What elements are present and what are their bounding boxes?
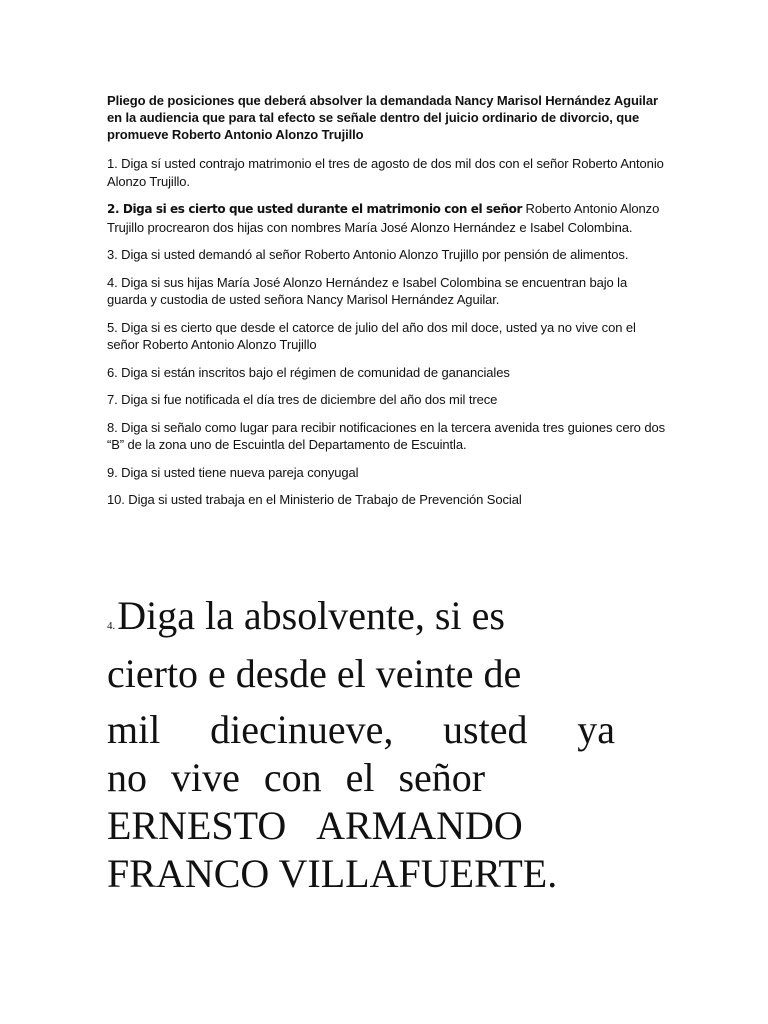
large-line-2: cierto e desde el veinte de bbox=[107, 651, 522, 696]
large-line-1 bbox=[107, 592, 615, 650]
position-item-4: 4. Diga si sus hijas María José Alonzo Hernández e Isabel Colombina se encuentran bajo la guarda y custodia de usted señora Nancy Marisol Hernández Aguilar. bbox=[107, 274, 628, 307]
large-item-number: 4. bbox=[107, 620, 116, 632]
large-line-5: ERNESTO ARMANDO bbox=[107, 803, 523, 848]
position-item-5: 5. Diga si es cierto que desde el catorce de julio del año dos mil doce, usted ya no vive con el señor Roberto Antonio Alonzo Trujillo bbox=[107, 319, 636, 352]
large-position-block bbox=[107, 592, 615, 898]
position-item-1: 1. Diga sí usted contrajo matrimonio el tres de agosto de dos mil dos con el señor Roberto Antonio Alonzo Trujillo. bbox=[107, 156, 664, 189]
large-line-6: FRANCO VILLAFUERTE. bbox=[107, 851, 558, 896]
large-line-3: mil diecinueve, usted ya bbox=[107, 707, 615, 752]
large-line-1-text: Diga la absolvente, si es bbox=[117, 593, 505, 638]
large-line-4: no vive con el señor bbox=[107, 755, 486, 800]
position-item-10: 10. Diga si usted trabaja en el Ministerio de Trabajo de Prevención Social bbox=[107, 492, 522, 507]
position-item-7: 7. Diga si fue notificada el día tres de diciembre del año dos mil trece bbox=[107, 392, 498, 407]
document-title: Pliego de posiciones que deberá absolver la demandada Nancy Marisol Hernández Aguilar en la audiencia que para tal efecto se señale dentro del juicio ordinario de divorcio, que promueve Roberto Antonio Alonzo Trujillo bbox=[107, 93, 658, 142]
positions-list bbox=[107, 155, 667, 519]
position-item-8: 8. Diga si señalo como lugar para recibir notificaciones en la tercera avenida tres guiones cero dos “B” de la zona uno de Escuintla del Departamento de Escuintla. bbox=[107, 419, 665, 452]
position-item-2-text: Roberto Antonio Alonzo Trujillo procrearon dos hijas con nombres María José Alonzo Hernández e Isabel Colombina. bbox=[107, 201, 660, 235]
position-item-6: 6. Diga si están inscritos bajo el régimen de comunidad de gananciales bbox=[107, 364, 510, 380]
position-item-3: 3. Diga si usted demandó al señor Roberto Antonio Alonzo Trujillo por pensión de alimentos. bbox=[107, 247, 629, 262]
position-item-2-lead: 2. Diga si es cierto que usted durante el matrimonio con el señor bbox=[107, 202, 523, 216]
position-item-2 bbox=[107, 200, 667, 236]
position-item-9: 9. Diga si usted tiene nueva pareja conyugal bbox=[107, 464, 359, 480]
